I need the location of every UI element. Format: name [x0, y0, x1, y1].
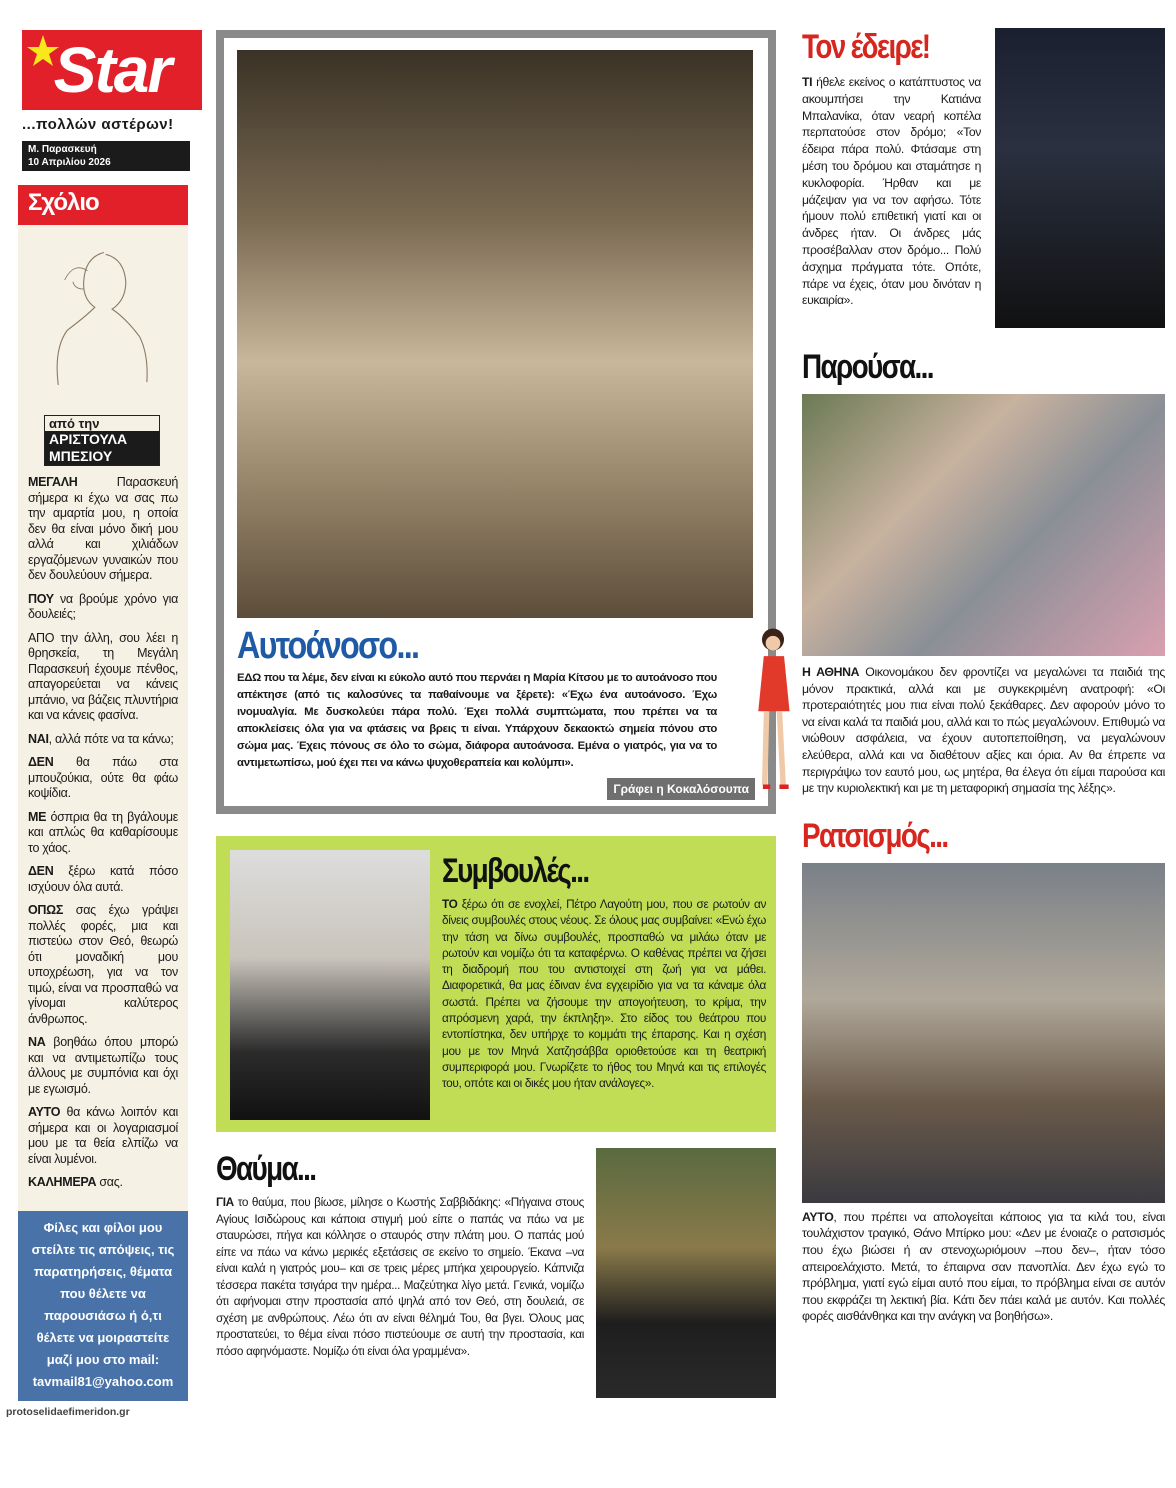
- present-title: Παρούσα...: [802, 348, 933, 386]
- miracle-title: Θαύμα...: [216, 1150, 316, 1188]
- feature-text: ΕΔΩ που τα λέμε, δεν είναι κι εύκολο αυτό που περνάει η Μαρία Κίτσου με το αυτοάνοσο που απέκτησε (από τις καλοσύνες τα παθαίνουμε να ξέρετε): «Έχω ένα αυτοάνοσο. Έχω ινομυαλγία. Με δυσκολεύει πάρα πολύ. Έχει πολλά συμπτώματα, που πρέπει να τα αποκλείσεις όλα για να φτάσεις να βρεις τι είναι. Υπάρχουν δεκαοκτώ σημεία πόνου στο σώμα μας. Έχεις πόνους σε όλο το σώμα, διάφορα αυτοάνοσα. Εμένα ο γιατρός, για να το αντιμετωπίσω, μού έχει πει να κάνω ψυχοθεραπεία και κολύμπι».: [237, 672, 717, 769]
- paragraph-lead: ΜΕΓΑΛΗ: [28, 475, 78, 489]
- paragraph-text: σας.: [96, 1175, 123, 1189]
- star-logo: Star: [22, 30, 202, 110]
- column-section: [6, 185, 188, 1419]
- column-paragraph: [28, 755, 178, 802]
- column-byline: [44, 415, 160, 466]
- advice-body: ξέρω ότι σε ενοχλεί, Πέτρο Λαγούτη μου, που σε ρωτούν αν δίνεις συμβουλές στους νέους. Σε όλους μας συμβαίνει: «Ενώ έχω την τάση να δίνω συμβουλές, προσπαθώ να μιλάω όταν με ρωτούν και νομίζω ότι τα καταφέρνω. Ο καθένας πρέπει να ζήσει τη διαδρομή που του αντιστοιχεί στη ζωή για να μάθει. Διαφορετικά, θα μας έδιναν ένα εγχειρίδιο για να τα κάναμε όλα σωστά. Πρέπει να ζήσουμε την απογοήτευση, το κρίμα, την απρόσμενη χαρά, την έκπληξη». Στο είδος του θεάτρου που εντοπίστηκα, δεν υπήρχε το κομμάτι της έπαρσης. Και η σχέση μου με τον Μηνά Χατζησάββα οριοθετούσε και τη θεατρική συμπεριφορά μου. Γνωρίζετε το ήθος του Μηνά και τις επιλογές του, οπότε και οι δικές μου ήταν ανάλογες».: [442, 897, 766, 1091]
- beat-title: Τον έδειρε!: [802, 28, 930, 66]
- column-paragraph: [28, 475, 178, 584]
- issue-date: [22, 141, 190, 171]
- miracle-lead: ΓΙΑ: [216, 1195, 234, 1209]
- column-paragraph: [28, 1035, 178, 1097]
- column-header: [28, 231, 178, 475]
- paragraph-text: θα κάνω λοιπόν και σήμερα και οι λογαριασμοί μου με τα θεία ελπίζω να είναι λυμένοι.: [28, 1105, 178, 1166]
- author-sketch-image: [40, 231, 166, 411]
- miracle-content: [216, 1148, 584, 1398]
- present-body: Οικονομάκου δεν φροντίζει να μεγαλώνει τα παιδιά της μόνον πρακτικά, αλλά και με συγκεκριμένη ανατροφή: «Οι προτεραιότητές μου πια είναι πολύ ξεκάθαρες. Δεν αφορούν μόνο το να είναι καλά τα παιδιά μου, αλλά και το πώς μεγαλώνουν. Επιθυμώ να νιώθουν ασφάλεια, να έχουν αυτοπεποίθηση, να μεγαλώνουν ελεύθερα, αλλά και να διαθέτουν αξίες και όρια. Αν θα έπρεπε να περιγράψω τον εαυτό μου, ως μητέρα, θα έλεγα ότι είμαι παρούσα και με την κυριολεκτική και με τη μεταφορική σημασία της λέξης».: [802, 665, 1166, 796]
- feature-content: [237, 50, 755, 800]
- present-lead: Η ΑΘΗΝΑ: [802, 665, 860, 679]
- beat-section: [802, 26, 1165, 328]
- miracle-body: το θαύμα, που βίωσε, μίλησε ο Κωστής Σαββιδάκης: «Πήγαινα στους Αγίους Ισιδώρους και κάποια στιγμή μού είπε ο παπάς να πάω να με σταυρώσει, πήγα και κόλλησε ο σταυρός στην πλάτη μου. Ο παπάς μού είπε να πάω να κάνω μερικές εξετάσεις σε εκείνο το σημείο. Έκανα –να είναι καλά η γιατρός μου– και σε τρεις μέρες μπήκα χειρουργείο. Κάπνιζα τέσσερα πακέτα τσιγάρα την ημέρα... Μαζεύτηκα λίγο μετά. Γενικά, νομίζω ότι αφήνομαι στην προστασία από ψηλά από τον Θεό, στη δουλειά, σε σχέση με ανθρώπους. Λέω ότι αν είναι θέλημά Του, θα βγει. Όλους μας προστατεύει, το θέμα είναι πόσο πιστεύουμε σε αυτή την προστασία, και πόσο αφηνόμαστε. Νομίζω ότι είναι όλα γραμμένα».: [216, 1195, 584, 1358]
- issue-day: Μ. Παρασκευή: [28, 144, 97, 155]
- paragraph-text: όσπρια θα τη βγάλουμε και απλώς θα καθαρίσουμε το χάος.: [28, 809, 178, 855]
- racism-body: , που πρέπει να απολογείται κάποιος για τα κιλά του, είναι τουλάχιστον τραγικό, Θάνο Μπίρκο μου: «Δεν με ένοιαζε ο ρατσισμός που έχω βιώσει ή αν στενοχωριόμουν –που δεν–, ήταν τόσο απειροελάχιστο. Μετά, το έπαιρνα σαν πανοπλία. Δεν έχω εγώ το πρόβλημα, γιατί εγώ είμαι αυτό που είμαι, το πρόβλημα είναι σε αυτόν που εκφράζει τη λεκτική βία. Κάτι δεν πάει καλά με αυτόν. Και πολλές φορές αισθάνθηκα και την ανάγκη να βοηθήσω».: [802, 1209, 1165, 1324]
- column-paragraph: [28, 732, 178, 748]
- advice-title: Συμβουλές...: [442, 852, 589, 890]
- star-icon: [26, 34, 60, 68]
- gossip-figurine-icon: [750, 614, 796, 804]
- paragraph-lead: ΑΥΤΟ: [28, 1105, 61, 1119]
- column-background: [18, 225, 188, 1211]
- column-paragraph: [28, 592, 178, 623]
- miracle-text: [216, 1194, 584, 1359]
- issue-date-text: 10 Απριλίου 2026: [28, 157, 111, 168]
- racism-title: Ρατσισμός...: [802, 816, 948, 855]
- racism-photo: [802, 863, 1165, 1203]
- paragraph-lead: ΟΠΩΣ: [28, 903, 64, 917]
- byline-author: ΑΡΙΣΤΟΥΛΑ ΜΠΕΣΙΟΥ: [45, 431, 159, 465]
- column-paragraph: [28, 864, 178, 895]
- advice-content: [442, 850, 766, 1120]
- contact-text: Φίλες και φίλοι μου στείλτε τις απόψεις, τις παρατηρήσεις, θέματα που θέλετε να παρουσιάσω ή ό,τι θέλετε να μοιραστείτε μαζί μου στο mail:: [31, 1219, 175, 1367]
- paragraph-lead: ΝΑΙ: [28, 731, 49, 746]
- column-paragraph: [28, 903, 178, 1027]
- paragraph-lead: ΜΕ: [28, 809, 47, 824]
- racism-text: [802, 1209, 1165, 1325]
- present-photo: [802, 394, 1165, 656]
- paragraph-text: σας έχω γράψει πολλές φορές, μια και πιστεύω στον Θεό, θεωρώ ότι μοναδική μου υποχρέωση, για να τον τιμώ, είναι να προσπαθώ να γίνομαι καλύτερος άνθρωπος.: [28, 903, 178, 1026]
- paragraph-text: Παρασκευή σήμερα κι έχω να σας πω την αμαρτία μου, η οποία δεν θα είναι μόνο δική μου αλλά και χιλιάδων εργαζόμενων γυναικών που δεν δουλεύουν σήμερα.: [28, 475, 178, 582]
- paragraph-text: να βρούμε χρόνο για δουλειές;: [28, 591, 178, 621]
- present-text: [802, 664, 1165, 797]
- advice-text: [442, 896, 766, 1092]
- column-paragraph: [28, 1105, 178, 1167]
- paragraph-text: ξέρω κατά πόσο ισχύουν όλα αυτά.: [28, 864, 178, 894]
- watermark: protoselidaefimeridon.gr: [6, 1405, 130, 1418]
- column-paragraph: [28, 810, 178, 857]
- beat-text: [802, 74, 981, 309]
- racism-lead: ΑΥΤΟ: [802, 1209, 834, 1224]
- miracle-photo: [596, 1148, 776, 1398]
- paragraph-lead: ΚΑΛΗΜΕΡΑ: [28, 1175, 97, 1189]
- right-column: [802, 26, 1165, 1325]
- paragraph-lead: ΔΕΝ: [28, 755, 54, 769]
- paragraph-lead: ΝΑ: [28, 1035, 46, 1049]
- column-paragraph: [28, 1175, 178, 1191]
- paragraph-text: θα πάω στα μπουζούκια, ούτε θα φάω κοψίδια.: [28, 755, 178, 800]
- section-title: Σχόλιο: [18, 185, 188, 225]
- advice-lead: ΤΟ: [442, 897, 458, 911]
- beat-photo: [995, 28, 1165, 328]
- advice-box: [216, 836, 776, 1132]
- column-body: [28, 475, 178, 1191]
- beat-body: ήθελε εκείνος ο κατάπτυστος να ακουμπήσει την Κατιάνα Μπαλανίκα, όταν νεαρή κοπέλα περπατούσε στον δρόμο; «Τον έδειρα πάρα πολύ. Φτάσαμε στη μέση του δρόμου και σταμάτησε η κυκλοφορία. Ήρθαν και με μάζεψαν για να τον αφήσω. Τότε ήμουν πολύ επιθετική γιατί και οι άνδρες ήταν. Οι άνδρες μάς προσέβαλλαν στον δρόμο... Πολύ άσχημα πράγματα τότε. Οπότε, πάρε να έχεις, όταν μου δινόταν η ευκαιρία».: [802, 75, 981, 308]
- paragraph-text: ΑΠΟ την άλλη, σου λέει η θρησκεία, τη Μεγάλη Παρασκευή έχουμε πένθος, απαγορεύεται να κάνεις μπάνιο, να βάζεις πλυντήρια και να κάνεις φασίνα.: [28, 630, 178, 722]
- contact-email[interactable]: tavmail81@yahoo.com: [32, 1373, 174, 1389]
- middle-column: [216, 30, 776, 1398]
- beat-content: [802, 26, 981, 328]
- feature-byline: Γράφει η Κοκαλόσουπα: [607, 778, 755, 800]
- paragraph-lead: ΠΟΥ: [28, 591, 54, 606]
- feature-title: Αυτοάνοσο...: [237, 625, 419, 667]
- tagline: ...πολλών αστέρων!: [22, 116, 174, 133]
- contact-box: [18, 1211, 188, 1401]
- paragraph-lead: ΔΕΝ: [28, 864, 54, 878]
- advice-photo: [230, 850, 430, 1120]
- column-paragraph: [28, 631, 178, 724]
- byline-prefix: από την: [45, 416, 159, 431]
- miracle-section: [216, 1148, 776, 1398]
- beat-lead: ΤΙ: [802, 75, 813, 89]
- paragraph-text: , αλλά πότε να τα κάνω;: [48, 731, 174, 746]
- feature-photo: [237, 50, 753, 618]
- feature-frame: [216, 30, 776, 814]
- paragraph-text: βοηθάω όπου μπορώ και να αντιμετωπίζω τους άλλους με συμπόνια και όχι με εγωισμό.: [28, 1035, 178, 1096]
